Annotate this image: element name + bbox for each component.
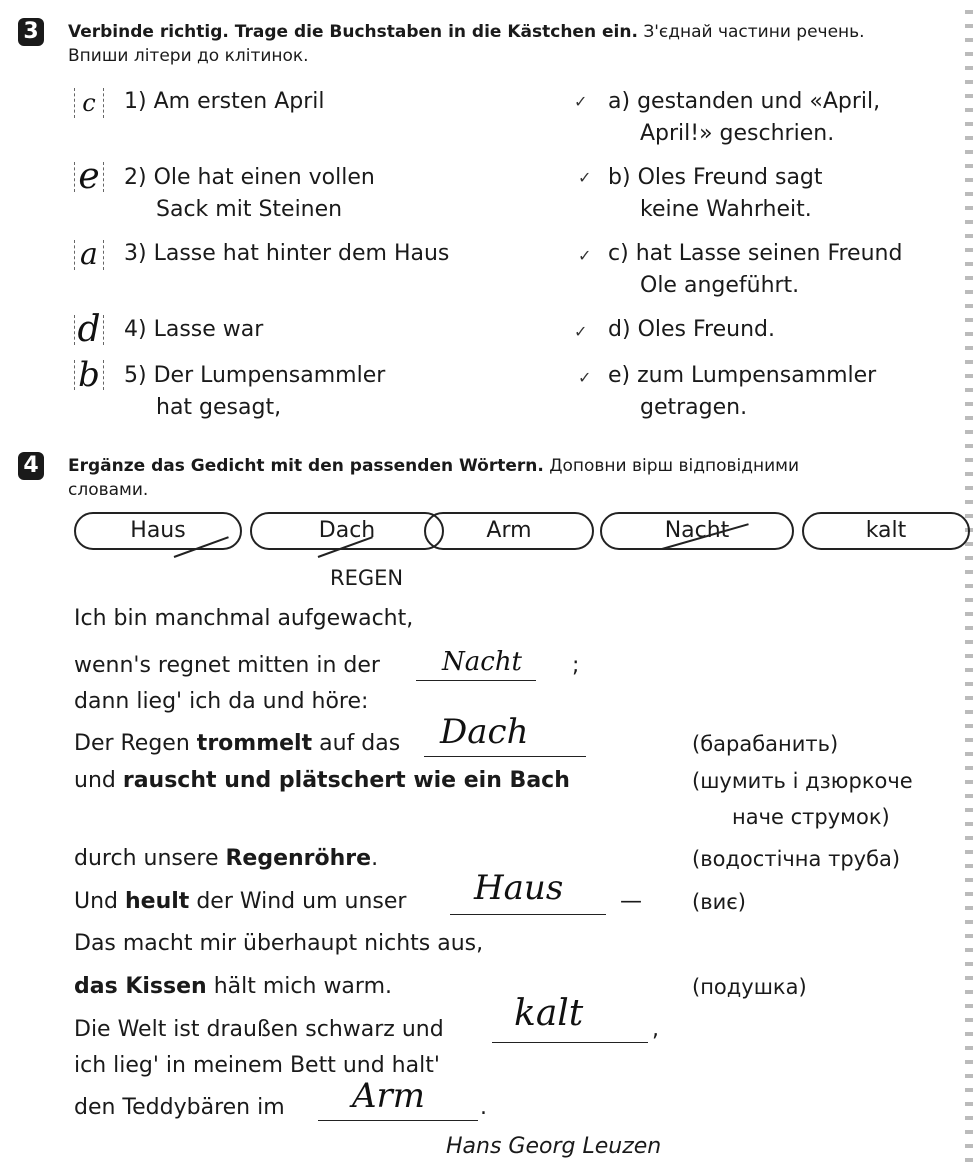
instruction-de: Ergänze das Gedicht mit den passenden Wörtern. [68,456,544,476]
right-item-b [608,162,823,194]
blank-answer: Nacht [442,647,523,677]
poem-author: Hans Georg Leuzen [446,1134,662,1159]
text: durch unsere [74,846,226,871]
item-letter: b) [608,165,631,190]
translation-hint: (водостічна труба) [692,847,901,871]
exercise-4-instruction [68,454,948,502]
translation-hint: наче струмок) [732,805,890,829]
extra-word-regen: REGEN [330,566,404,590]
poem-line [74,971,392,1003]
item-text: gestanden und «April, [637,89,881,114]
right-item-e-line2: getragen. [640,395,748,420]
bold-word: rauscht und plätschert wie ein Bach [122,768,570,793]
text: und [74,768,123,793]
item-number: 1) [124,89,147,114]
left-item-2-line2: Sack mit Steinen [156,197,343,222]
bold-word: trommelt [196,731,313,756]
answer-box-4[interactable]: d [74,315,104,345]
text: der Wind um unser [189,889,407,914]
item-text: Lasse war [153,317,264,342]
poem-punct: , [652,1017,659,1042]
right-item-b-line2: keine Wahrheit. [640,197,812,222]
bold-word: heult [125,889,190,914]
translation-hint: (виє) [692,890,746,914]
right-item-c [608,238,902,270]
check-mark-icon: ✓ [578,246,592,265]
poem-line: wenn's regnet mitten in der [74,653,380,678]
check-mark-icon: ✓ [578,368,592,387]
fill-blank-1[interactable] [416,680,536,681]
poem-line [74,728,400,760]
left-item-5-line2: hat gesagt, [156,395,282,420]
poem-line [74,843,378,875]
exercise-4-badge: 4 [18,452,44,480]
word-chip-dach[interactable]: Dach [250,512,444,550]
item-text: Oles Freund. [637,317,775,342]
blank-answer: Arm [352,1076,426,1116]
translation-hint: (барабанить) [692,732,839,756]
poem-line: ich lieg' in meinem Bett und halt' [74,1053,440,1078]
fill-blank-2[interactable] [424,756,586,757]
blank-answer: kalt [514,993,584,1034]
right-item-c-line2: Ole angeführt. [640,273,800,298]
poem-line: Ich bin manchmal aufgewacht, [74,606,414,631]
exercise-3-instruction [68,20,948,68]
page-edge [965,0,973,1169]
right-item-d [608,314,775,346]
translation-hint: (шумить і дзюркоче [692,769,913,793]
instruction-uk-2: словами. [68,480,149,500]
text: . [371,846,379,871]
poem-punct: — [620,889,642,914]
answer-box-3[interactable]: a [74,240,104,270]
item-number: 2) [124,165,147,190]
right-item-a [608,86,880,118]
fill-blank-5[interactable] [318,1120,478,1121]
right-item-a-line2: April!» geschrien. [640,121,835,146]
text: hält mich warm. [206,974,392,999]
poem-line [74,765,570,797]
word-chip-arm[interactable]: Arm [424,512,594,550]
item-number: 4) [124,317,147,342]
fill-blank-3[interactable] [450,914,606,915]
poem-line: Das macht mir überhaupt nichts aus, [74,931,484,956]
left-item-2 [124,162,375,194]
answer-box-2[interactable]: e [74,162,104,192]
word-chip-nacht[interactable]: Nacht [600,512,794,550]
item-letter: c) [608,241,629,266]
check-mark-icon: ✓ [574,322,588,341]
item-text: hat Lasse seinen Freund [635,241,903,266]
text: Der Regen [74,731,197,756]
text: Und [74,889,126,914]
translation-hint: (подушка) [692,975,807,999]
answer-box-5[interactable]: b [74,360,104,390]
word-chip-kalt[interactable]: kalt [802,512,970,550]
exercise-3-badge: 3 [18,18,44,46]
poem-line: den Teddybären im [74,1095,285,1120]
item-text: Am ersten April [153,89,325,114]
item-number: 3) [124,241,147,266]
left-item-3 [124,238,449,270]
poem-line: Die Welt ist draußen schwarz und [74,1017,444,1042]
check-mark-icon: ✓ [578,168,592,187]
instruction-uk: Доповни вірш відповідними [549,456,800,476]
item-text: Der Lumpensammler [153,363,386,388]
word-chip-haus[interactable]: Haus [74,512,242,550]
poem-line [74,886,406,918]
item-text: Lasse hat hinter dem Haus [153,241,450,266]
fill-blank-4[interactable] [492,1042,648,1043]
item-letter: d) [608,317,631,342]
item-text: Ole hat einen vollen [153,165,375,190]
instruction-uk: З'єднай частини речень. [643,22,865,42]
blank-answer: Haus [474,868,564,908]
item-letter: e) [608,363,631,388]
right-item-e [608,360,876,392]
poem-line: dann lieg' ich da und höre: [74,689,369,714]
check-mark-icon: ✓ [574,92,588,111]
item-text: Oles Freund sagt [637,165,823,190]
left-item-4 [124,314,263,346]
text: auf das [312,731,401,756]
instruction-de: Verbinde richtig. Trage die Buchstaben in die Kästchen ein. [68,22,638,42]
item-letter: a) [608,89,631,114]
poem-punct: . [480,1095,487,1120]
poem-punct: ; [572,653,580,678]
blank-answer: Dach [440,712,529,752]
bold-word: das Kissen [74,974,207,999]
bold-word: Regenröhre [225,846,372,871]
item-text: zum Lumpensammler [637,363,877,388]
left-item-5 [124,360,385,392]
answer-box-1[interactable]: c [74,88,104,118]
instruction-uk-2: Впиши літери до клітинок. [68,46,309,66]
left-item-1 [124,86,325,118]
item-number: 5) [124,363,147,388]
